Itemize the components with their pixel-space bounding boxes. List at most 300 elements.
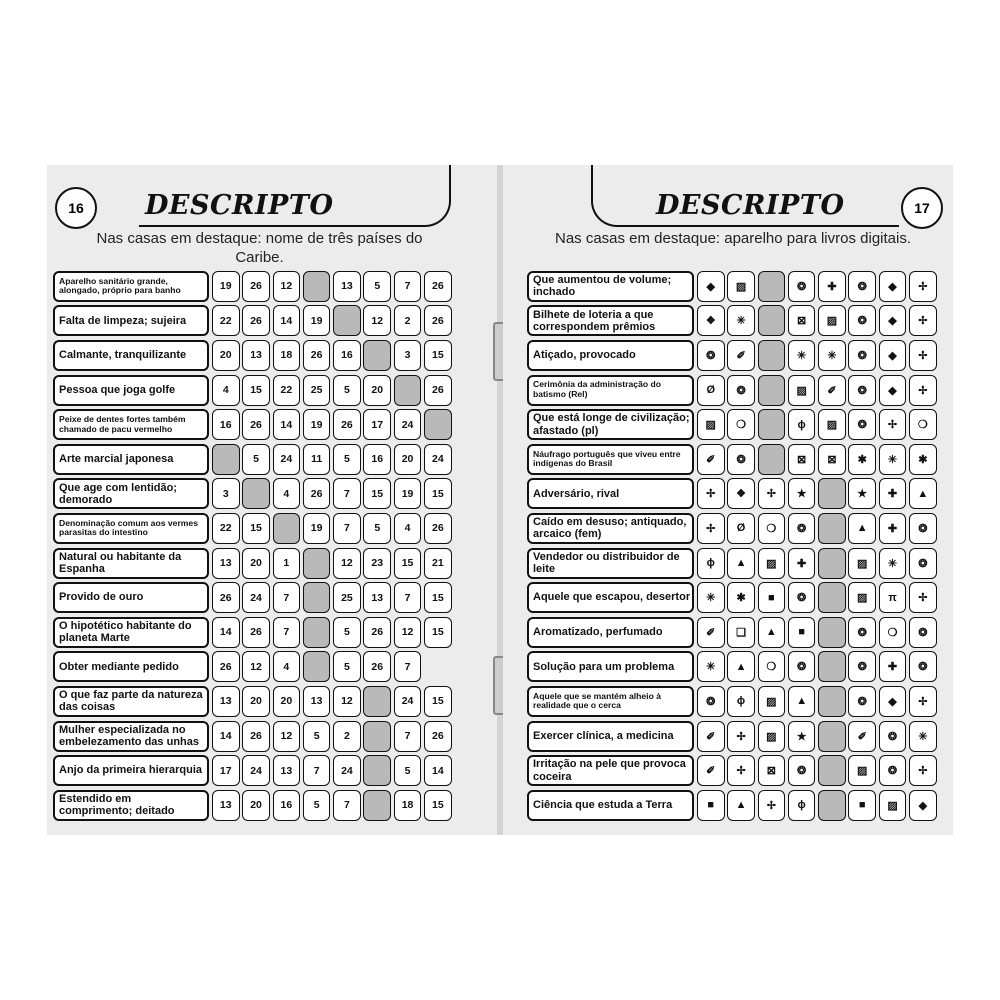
code-cell[interactable]: 5 <box>333 617 361 648</box>
left-instruction: Nas casas em destaque: nome de três países do Caribe. <box>96 230 423 266</box>
code-cell[interactable]: 13 <box>212 686 240 717</box>
code-cell[interactable]: 24 <box>394 409 422 440</box>
code-cell[interactable]: 13 <box>333 271 361 302</box>
code-cell[interactable]: ⊠ <box>788 305 816 336</box>
code-cell[interactable]: 12 <box>363 305 391 336</box>
code-cell[interactable]: ✳ <box>697 582 725 613</box>
code-cell[interactable]: 18 <box>273 340 301 371</box>
code-cell[interactable]: 23 <box>363 548 391 579</box>
code-cell[interactable]: 5 <box>333 444 361 475</box>
code-cell[interactable]: 26 <box>212 651 240 682</box>
code-cell[interactable]: ✐ <box>818 375 846 406</box>
code-cell[interactable]: 12 <box>333 686 361 717</box>
clue-box: Obter mediante pedido <box>53 651 209 682</box>
highlighted-cell[interactable] <box>818 721 846 752</box>
code-cell[interactable]: ◆ <box>879 375 907 406</box>
code-cell[interactable]: ✚ <box>879 651 907 682</box>
code-cell[interactable]: 26 <box>363 651 391 682</box>
code-cell[interactable]: ■ <box>848 790 876 821</box>
code-cell[interactable]: 7 <box>333 513 361 544</box>
code-cell[interactable]: ✢ <box>909 755 937 786</box>
code-cell[interactable]: ❍ <box>758 651 786 682</box>
clue-box: Caído em desuso; antiquado, arcaico (fem) <box>527 513 694 544</box>
highlighted-cell[interactable] <box>363 721 391 752</box>
code-cell[interactable]: ✢ <box>909 582 937 613</box>
code-cell[interactable]: 7 <box>303 755 331 786</box>
code-cell[interactable]: 14 <box>273 305 301 336</box>
code-cell[interactable]: 26 <box>303 478 331 509</box>
code-cell[interactable]: ❂ <box>727 444 755 475</box>
clue-box: Adversário, rival <box>527 478 694 509</box>
code-cell[interactable]: 19 <box>303 513 331 544</box>
puzzle-row <box>53 304 454 339</box>
code-cell[interactable]: 26 <box>242 305 270 336</box>
clue-box: Peixe de dentes fortes também chamado de pacu vermelho <box>53 409 209 440</box>
code-cell[interactable]: ϕ <box>788 409 816 440</box>
code-cell[interactable]: ▲ <box>727 790 755 821</box>
highlighted-cell[interactable] <box>758 305 786 336</box>
code-cell[interactable]: 12 <box>273 271 301 302</box>
highlighted-cell[interactable] <box>758 271 786 302</box>
code-cell[interactable]: ✢ <box>909 340 937 371</box>
code-cell[interactable]: ✐ <box>697 617 725 648</box>
highlighted-cell[interactable] <box>758 340 786 371</box>
code-cell[interactable]: 24 <box>394 686 422 717</box>
code-cell[interactable]: ❂ <box>909 548 937 579</box>
highlighted-cell[interactable] <box>363 755 391 786</box>
code-cell[interactable]: 4 <box>394 513 422 544</box>
code-cell[interactable]: ▨ <box>758 721 786 752</box>
code-cell[interactable]: 13 <box>363 582 391 613</box>
code-cell[interactable]: ◆ <box>697 271 725 302</box>
code-cell[interactable]: ✚ <box>818 271 846 302</box>
code-cell[interactable]: ❂ <box>909 513 937 544</box>
code-cell[interactable]: ✢ <box>879 409 907 440</box>
code-cell[interactable]: ϕ <box>697 548 725 579</box>
highlighted-cell[interactable] <box>818 686 846 717</box>
code-cell[interactable]: ▲ <box>909 478 937 509</box>
code-cell[interactable]: ★ <box>848 478 876 509</box>
code-cell[interactable]: ▨ <box>848 755 876 786</box>
clue-box: Mulher especializada no embelezamento das unhas <box>53 721 209 752</box>
clue-box: Pessoa que joga golfe <box>53 375 209 406</box>
code-cell[interactable]: 26 <box>363 617 391 648</box>
code-cell[interactable]: ❑ <box>727 617 755 648</box>
highlighted-cell[interactable] <box>818 617 846 648</box>
highlighted-cell[interactable] <box>818 790 846 821</box>
code-cell[interactable]: ✢ <box>727 755 755 786</box>
highlighted-cell[interactable] <box>333 305 361 336</box>
code-cell[interactable]: ★ <box>788 478 816 509</box>
code-cell[interactable]: ❂ <box>697 686 725 717</box>
code-cell[interactable]: 26 <box>424 513 452 544</box>
code-cell[interactable]: ✢ <box>758 790 786 821</box>
code-cell[interactable]: 4 <box>212 375 240 406</box>
code-cell[interactable]: 7 <box>394 721 422 752</box>
code-cell[interactable]: ✢ <box>697 513 725 544</box>
left-page <box>47 165 497 835</box>
code-cell[interactable]: ▲ <box>788 686 816 717</box>
code-cell[interactable]: ■ <box>758 582 786 613</box>
code-cell[interactable]: 22 <box>212 305 240 336</box>
code-cell[interactable]: 5 <box>303 721 331 752</box>
code-cell[interactable]: ❂ <box>909 651 937 682</box>
code-cell[interactable]: ✐ <box>697 755 725 786</box>
code-cell[interactable]: 26 <box>424 305 452 336</box>
code-cell[interactable]: ✳ <box>697 651 725 682</box>
code-cell[interactable]: 5 <box>333 651 361 682</box>
code-cell[interactable]: 13 <box>212 790 240 821</box>
code-cell[interactable]: ▲ <box>727 548 755 579</box>
left-page-number: 16 <box>55 187 97 229</box>
code-cell[interactable]: ▲ <box>758 617 786 648</box>
highlighted-cell[interactable] <box>303 617 331 648</box>
code-cell[interactable]: ■ <box>788 617 816 648</box>
code-cell[interactable]: 21 <box>424 548 452 579</box>
code-cell[interactable]: ✐ <box>848 721 876 752</box>
code-cell[interactable]: 4 <box>273 651 301 682</box>
code-cell[interactable]: 20 <box>242 548 270 579</box>
code-cell[interactable]: ▨ <box>848 548 876 579</box>
puzzle-row <box>527 546 939 581</box>
code-cell[interactable]: ❖ <box>727 478 755 509</box>
code-cell[interactable]: ✢ <box>697 478 725 509</box>
code-cell[interactable]: 20 <box>212 340 240 371</box>
code-cell[interactable]: ❂ <box>727 375 755 406</box>
code-cell[interactable]: ◆ <box>879 305 907 336</box>
code-cell[interactable]: ✢ <box>909 375 937 406</box>
code-cell[interactable]: ⊠ <box>788 444 816 475</box>
code-cell[interactable]: 26 <box>212 582 240 613</box>
code-cell[interactable]: 15 <box>424 686 452 717</box>
code-cell[interactable]: ❂ <box>848 305 876 336</box>
code-cell[interactable]: 24 <box>242 582 270 613</box>
code-cell[interactable]: ◆ <box>879 340 907 371</box>
highlighted-cell[interactable] <box>363 340 391 371</box>
code-cell[interactable]: 12 <box>273 721 301 752</box>
code-cell[interactable]: ▨ <box>758 686 786 717</box>
code-cell[interactable]: 19 <box>303 409 331 440</box>
code-cell[interactable]: 15 <box>363 478 391 509</box>
code-cell[interactable]: 7 <box>273 582 301 613</box>
puzzle-row <box>53 615 454 650</box>
code-cell[interactable]: ✳ <box>818 340 846 371</box>
code-cell[interactable]: ❂ <box>848 617 876 648</box>
highlighted-cell[interactable] <box>758 444 786 475</box>
code-cell[interactable]: 24 <box>273 444 301 475</box>
highlighted-cell[interactable] <box>303 651 331 682</box>
highlighted-cell[interactable] <box>818 582 846 613</box>
code-cell[interactable]: 15 <box>242 375 270 406</box>
code-cell[interactable]: ❂ <box>848 271 876 302</box>
code-cell[interactable]: ❂ <box>848 686 876 717</box>
code-cell[interactable]: π <box>879 582 907 613</box>
puzzle-row <box>53 650 454 685</box>
code-cell[interactable]: 24 <box>424 444 452 475</box>
highlighted-cell[interactable] <box>303 582 331 613</box>
code-cell[interactable]: 15 <box>424 790 452 821</box>
code-cell[interactable]: ❂ <box>909 617 937 648</box>
code-cell[interactable]: ✳ <box>879 444 907 475</box>
code-cell[interactable]: ★ <box>788 721 816 752</box>
code-cell[interactable]: 20 <box>394 444 422 475</box>
code-cell[interactable]: 19 <box>394 478 422 509</box>
code-cell[interactable]: 19 <box>212 271 240 302</box>
code-cell[interactable]: ✳ <box>727 305 755 336</box>
highlighted-cell[interactable] <box>303 271 331 302</box>
puzzle-row <box>53 407 454 442</box>
code-cell[interactable]: ▲ <box>848 513 876 544</box>
puzzle-row <box>527 407 939 442</box>
code-cell[interactable]: 26 <box>303 340 331 371</box>
clue-box: Calmante, tranquilizante <box>53 340 209 371</box>
clue-box: Que aumentou de volume; inchado <box>527 271 694 302</box>
puzzle-row <box>53 511 454 546</box>
code-cell[interactable]: ▨ <box>818 305 846 336</box>
highlighted-cell[interactable] <box>818 548 846 579</box>
code-cell[interactable]: 26 <box>424 271 452 302</box>
code-cell[interactable]: 20 <box>242 790 270 821</box>
code-cell[interactable]: 22 <box>212 513 240 544</box>
code-cell[interactable]: 11 <box>303 444 331 475</box>
code-cell[interactable]: 17 <box>212 755 240 786</box>
clue-box: Aromatizado, perfumado <box>527 617 694 648</box>
clue-box: Que age com lentidão; demorado <box>53 478 209 509</box>
code-cell[interactable]: 12 <box>333 548 361 579</box>
code-cell[interactable]: 20 <box>242 686 270 717</box>
clue-box: Que está longe de civilização; afastado (pl) <box>527 409 694 440</box>
code-cell[interactable]: 7 <box>333 790 361 821</box>
code-cell[interactable]: 16 <box>273 790 301 821</box>
code-cell[interactable]: ✳ <box>788 340 816 371</box>
clue-box: Cerimônia da administração do batismo (Rel) <box>527 375 694 406</box>
puzzle-row <box>53 546 454 581</box>
code-cell[interactable]: 7 <box>273 617 301 648</box>
code-cell[interactable]: ❍ <box>879 617 907 648</box>
code-cell[interactable]: ✚ <box>788 548 816 579</box>
highlighted-cell[interactable] <box>363 790 391 821</box>
code-cell[interactable]: ▨ <box>697 409 725 440</box>
highlighted-cell[interactable] <box>363 686 391 717</box>
puzzle-row <box>527 373 939 408</box>
code-cell[interactable]: ▨ <box>848 582 876 613</box>
code-cell[interactable]: ❂ <box>848 651 876 682</box>
highlighted-cell[interactable] <box>212 444 240 475</box>
code-cell[interactable]: 13 <box>303 686 331 717</box>
code-cell[interactable]: 12 <box>394 617 422 648</box>
code-cell[interactable]: ◆ <box>909 790 937 821</box>
code-cell[interactable]: 20 <box>363 375 391 406</box>
code-cell[interactable]: 7 <box>394 271 422 302</box>
code-cell[interactable]: 3 <box>394 340 422 371</box>
highlighted-cell[interactable] <box>758 409 786 440</box>
code-cell[interactable]: 4 <box>273 478 301 509</box>
highlighted-cell[interactable] <box>303 548 331 579</box>
code-cell[interactable]: 14 <box>212 721 240 752</box>
code-cell[interactable]: ▨ <box>879 790 907 821</box>
code-cell[interactable]: 15 <box>394 548 422 579</box>
code-cell[interactable]: 13 <box>242 340 270 371</box>
code-cell[interactable]: 5 <box>394 755 422 786</box>
code-cell[interactable]: ▨ <box>818 409 846 440</box>
code-cell[interactable]: ❂ <box>788 271 816 302</box>
left-page-title: DESCRIPTO <box>145 190 334 221</box>
puzzle-row <box>527 684 939 719</box>
highlighted-cell[interactable] <box>273 513 301 544</box>
code-cell[interactable]: 15 <box>424 582 452 613</box>
code-cell[interactable]: ❍ <box>909 409 937 440</box>
code-cell[interactable]: 1 <box>273 548 301 579</box>
code-cell[interactable]: ϕ <box>788 790 816 821</box>
code-cell[interactable]: 22 <box>273 375 301 406</box>
highlighted-cell[interactable] <box>394 375 422 406</box>
code-cell[interactable]: ✐ <box>697 721 725 752</box>
code-cell[interactable]: ❂ <box>788 582 816 613</box>
code-cell[interactable]: 5 <box>363 513 391 544</box>
code-cell[interactable]: ✐ <box>697 444 725 475</box>
code-cell[interactable]: 13 <box>273 755 301 786</box>
code-cell[interactable]: ▨ <box>727 271 755 302</box>
right-page-title: DESCRIPTO <box>656 190 845 221</box>
code-cell[interactable]: 26 <box>242 271 270 302</box>
puzzle-row <box>53 580 454 615</box>
code-cell[interactable]: ❍ <box>758 513 786 544</box>
code-cell[interactable]: 5 <box>242 444 270 475</box>
puzzle-row <box>53 269 454 304</box>
code-cell[interactable]: ❂ <box>848 409 876 440</box>
code-cell[interactable]: ▨ <box>788 375 816 406</box>
clue-box: Ciência que estuda a Terra <box>527 790 694 821</box>
clue-box: O hipotético habitante do planeta Marte <box>53 617 209 648</box>
right-puzzle-grid <box>527 269 939 823</box>
code-cell[interactable]: 16 <box>333 340 361 371</box>
puzzle-row <box>527 788 939 823</box>
left-puzzle-grid <box>53 269 454 823</box>
puzzle-row <box>527 477 939 512</box>
highlighted-cell[interactable] <box>818 755 846 786</box>
code-cell[interactable]: Ø <box>697 375 725 406</box>
code-cell[interactable]: 25 <box>303 375 331 406</box>
code-cell[interactable]: ❂ <box>788 513 816 544</box>
highlighted-cell[interactable] <box>424 409 452 440</box>
puzzle-row <box>527 719 939 754</box>
code-cell[interactable]: ✳ <box>879 548 907 579</box>
code-cell[interactable]: 26 <box>242 721 270 752</box>
puzzle-row <box>527 304 939 339</box>
code-cell[interactable]: ϕ <box>727 686 755 717</box>
clue-box: Atiçado, provocado <box>527 340 694 371</box>
clue-box: Bilhete de loteria a que correspondem prêmios <box>527 305 694 336</box>
code-cell[interactable]: ⊠ <box>758 755 786 786</box>
highlighted-cell[interactable] <box>818 478 846 509</box>
code-cell[interactable]: 16 <box>212 409 240 440</box>
code-cell[interactable]: 5 <box>333 375 361 406</box>
code-cell[interactable]: 26 <box>242 409 270 440</box>
code-cell[interactable]: ❂ <box>879 721 907 752</box>
code-cell[interactable]: 15 <box>242 513 270 544</box>
code-cell[interactable]: 14 <box>424 755 452 786</box>
code-cell[interactable]: ■ <box>697 790 725 821</box>
code-cell[interactable]: 16 <box>363 444 391 475</box>
code-cell[interactable]: ⊠ <box>818 444 846 475</box>
code-cell[interactable]: ❂ <box>879 755 907 786</box>
code-cell[interactable]: 18 <box>394 790 422 821</box>
clue-box: Anjo da primeira hierarquia <box>53 755 209 786</box>
code-cell[interactable]: Ø <box>727 513 755 544</box>
code-cell[interactable]: ✐ <box>727 340 755 371</box>
clue-box: Náufrago português que viveu entre indígenas do Brasil <box>527 444 694 475</box>
code-cell[interactable]: ❍ <box>727 409 755 440</box>
code-cell[interactable]: 26 <box>333 409 361 440</box>
code-cell[interactable]: ✚ <box>879 478 907 509</box>
code-cell[interactable]: ✢ <box>727 721 755 752</box>
code-cell[interactable]: 17 <box>363 409 391 440</box>
puzzle-row <box>53 338 454 373</box>
code-cell[interactable]: ✢ <box>909 305 937 336</box>
code-cell[interactable]: ✢ <box>909 686 937 717</box>
code-cell[interactable]: 15 <box>424 478 452 509</box>
code-cell[interactable]: 15 <box>424 617 452 648</box>
code-cell[interactable]: ◆ <box>879 271 907 302</box>
code-cell[interactable]: 24 <box>333 755 361 786</box>
code-cell[interactable]: 7 <box>394 582 422 613</box>
code-cell[interactable]: 26 <box>424 375 452 406</box>
highlighted-cell[interactable] <box>818 651 846 682</box>
code-cell[interactable]: 7 <box>394 651 422 682</box>
code-cell[interactable]: ▨ <box>758 548 786 579</box>
code-cell[interactable]: 24 <box>242 755 270 786</box>
code-cell[interactable]: ❂ <box>848 375 876 406</box>
code-cell[interactable]: ✚ <box>879 513 907 544</box>
code-cell[interactable]: ✢ <box>758 478 786 509</box>
code-cell[interactable]: 20 <box>273 686 301 717</box>
code-cell[interactable]: 19 <box>303 305 331 336</box>
code-cell[interactable]: 14 <box>273 409 301 440</box>
code-cell[interactable]: 26 <box>424 721 452 752</box>
code-cell[interactable]: 13 <box>212 548 240 579</box>
code-cell[interactable]: ❂ <box>697 340 725 371</box>
code-cell[interactable]: 5 <box>363 271 391 302</box>
code-cell[interactable]: ❂ <box>788 755 816 786</box>
code-cell[interactable]: ❂ <box>788 651 816 682</box>
code-cell[interactable]: 12 <box>242 651 270 682</box>
code-cell[interactable]: 2 <box>333 721 361 752</box>
highlighted-cell[interactable] <box>818 513 846 544</box>
code-cell[interactable]: 3 <box>212 478 240 509</box>
right-instruction: Nas casas em destaque: aparelho para livros digitais. <box>554 230 912 247</box>
code-cell[interactable]: ✱ <box>727 582 755 613</box>
code-cell[interactable]: ❂ <box>848 340 876 371</box>
code-cell[interactable]: 15 <box>424 340 452 371</box>
puzzle-row <box>53 684 454 719</box>
code-cell[interactable]: 26 <box>242 617 270 648</box>
code-cell[interactable]: ❖ <box>697 305 725 336</box>
code-cell[interactable]: ✱ <box>848 444 876 475</box>
code-cell[interactable]: ✱ <box>909 444 937 475</box>
code-cell[interactable]: 7 <box>333 478 361 509</box>
clue-box: Aparelho sanitário grande, alongado, próprio para banho <box>53 271 209 302</box>
highlighted-cell[interactable] <box>758 375 786 406</box>
code-cell[interactable]: 2 <box>394 305 422 336</box>
code-cell[interactable]: 25 <box>333 582 361 613</box>
code-cell[interactable]: ✳ <box>909 721 937 752</box>
highlighted-cell[interactable] <box>242 478 270 509</box>
code-cell[interactable]: ✢ <box>909 271 937 302</box>
code-cell[interactable]: ◆ <box>879 686 907 717</box>
code-cell[interactable]: 5 <box>303 790 331 821</box>
code-cell[interactable]: 14 <box>212 617 240 648</box>
code-cell[interactable]: ▲ <box>727 651 755 682</box>
